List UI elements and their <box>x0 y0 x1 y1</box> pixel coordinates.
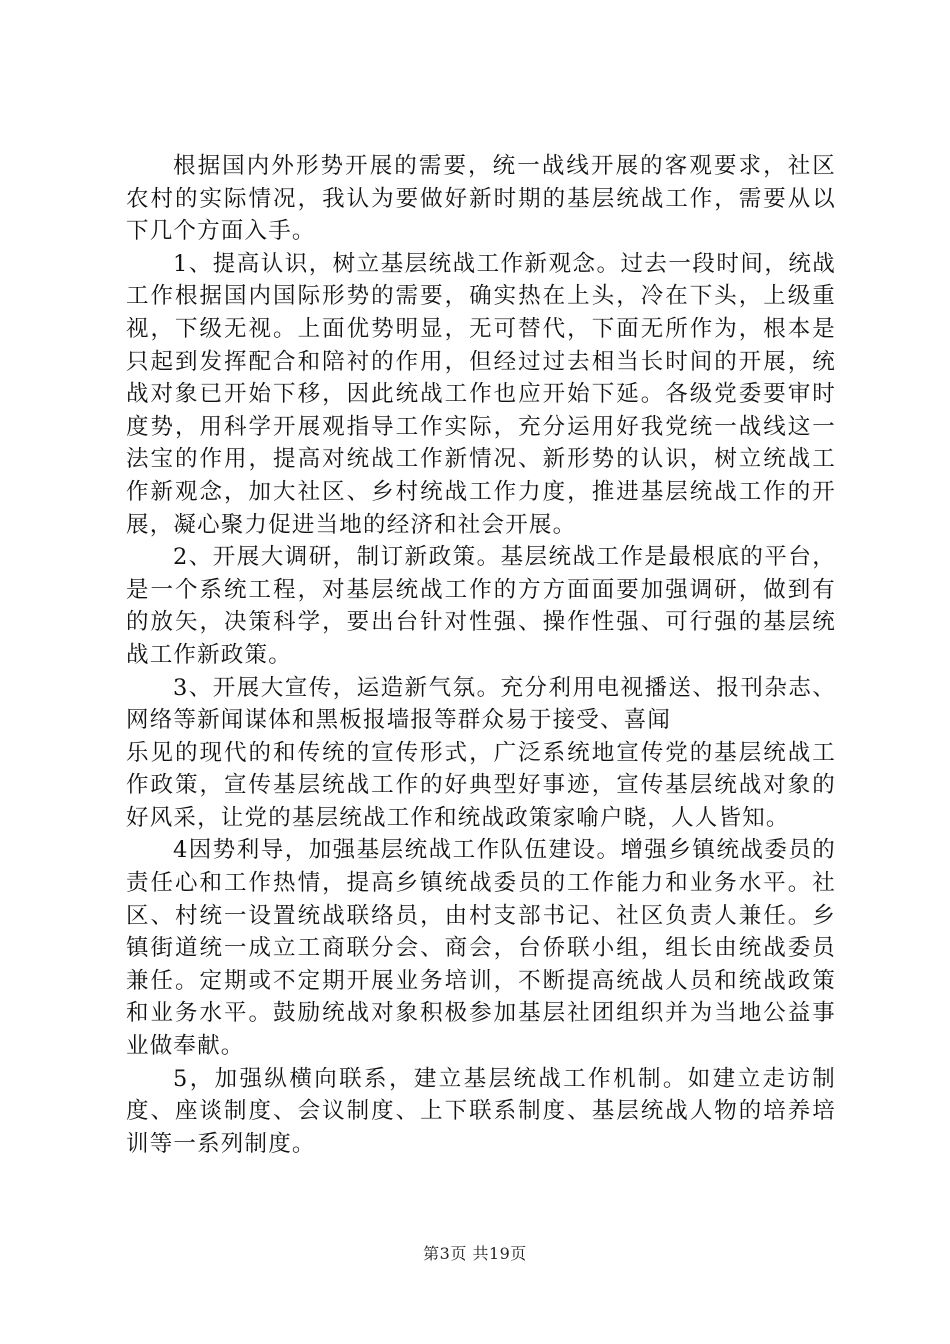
paragraph-item-3-continued: 乐见的现代的和传统的宣传形式，广泛系统地宣传党的基层统战工作政策，宣传基层统战工作的好典型好事迹，宣传基层统战对象的好风采，让党的基层统战工作和统战政策家喻户晓，人人皆知。 <box>126 739 836 831</box>
paragraph-item-5: 5，加强纵横向联系，建立基层统战工作机制。如建立走访制度、座谈制度、会议制度、上下联系制度、基层统战人物的培养培训等一系列制度。 <box>126 1065 836 1157</box>
document-body <box>126 150 836 1160</box>
paragraph-item-1: 1、提高认识，树立基层统战工作新观念。过去一段时间，统战工作根据国内国际形势的需要，确实热在上头，冷在下头，上级重视，下级无视。上面优势明显，无可替代，下面无所作为，根本是只起到发挥配合和陪衬的作用，但经过过去相当长时间的开展，统战对象已开始下移，因此统战工作也应开始下延。各级党委要审时度势，用科学开展观指导工作实际，充分运用好我党统一战线这一法宝的作用，提高对统战工作新情况、新形势的认识，树立统战工作新观念，加大社区、乡村统战工作力度，推进基层统战工作的开展，凝心聚力促进当地的经济和社会开展。 <box>126 250 836 538</box>
paragraph-item-3: 3、开展大宣传，运造新气氛。充分利用电视播送、报刊杂志、网络等新闻谋体和黑板报墙报等群众易于接受、喜闻 <box>126 674 836 734</box>
intro-paragraph: 根据国内外形势开展的需要，统一战线开展的客观要求，社区农村的实际情况，我认为要做好新时期的基层统战工作，需要从以下几个方面入手。 <box>126 153 836 245</box>
paragraph-item-2: 2、开展大调研，制订新政策。基层统战工作是最根底的平台，是一个系统工程，对基层统战工作的方方面面要加强调研，做到有的放矢，决策科学，要出台针对性强、操作性强、可行强的基层统战工作新政策。 <box>126 544 836 668</box>
page-number-footer: 第3页 共19页 <box>423 1244 527 1263</box>
paragraph-item-4: 4因势利导，加强基层统战工作队伍建设。增强乡镇统战委员的责任心和工作热情，提高乡镇统战委员的工作能力和业务水平。社区、村统一设置统战联络员，由村支部书记、社区负责人兼任。乡镇街道统一成立工商联分会、商会，台侨联小组，组长由统战委员兼任。定期或不定期开展业务培训，不断提高统战人员和统战政策和业务水平。鼓励统战对象积极参加基层社团组织并为当地公益事业做奉献。 <box>126 837 836 1060</box>
